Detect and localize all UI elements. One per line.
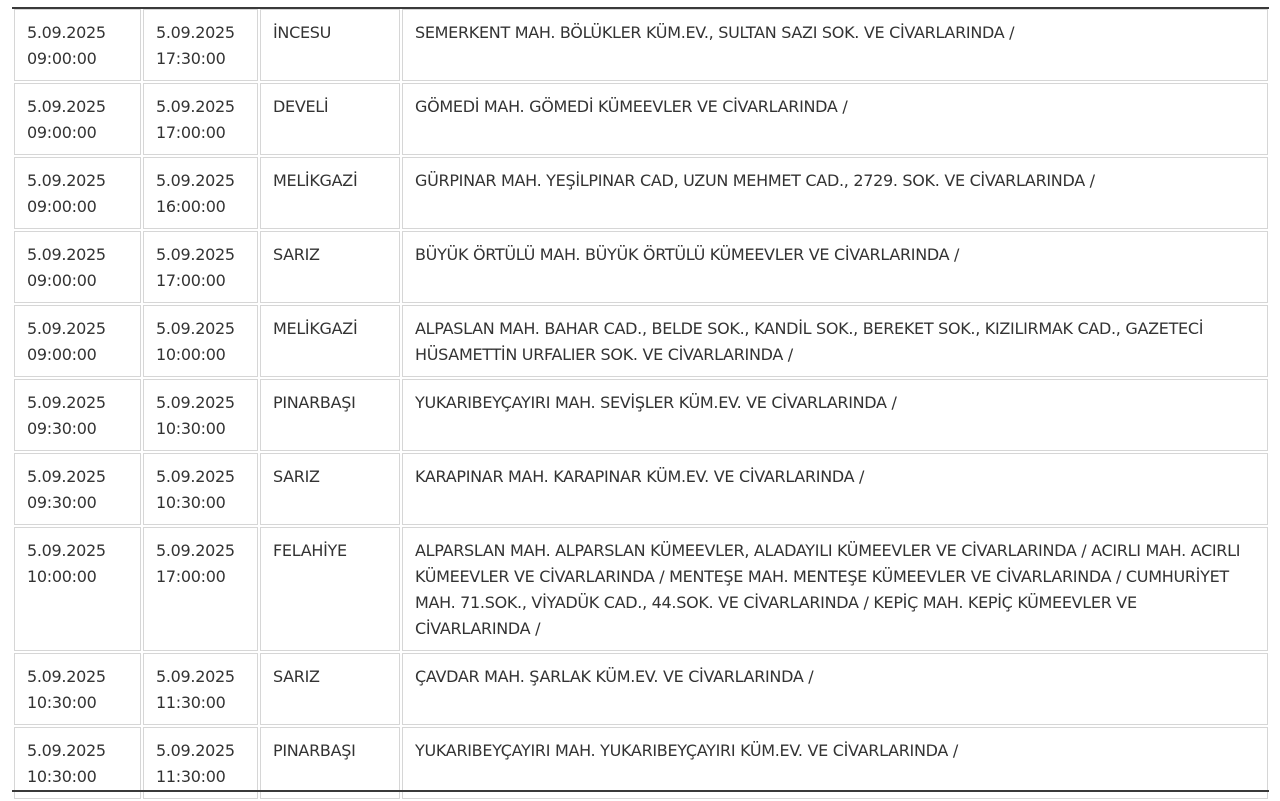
address-cell: [402, 305, 1268, 377]
start-date: 5.09.2025: [27, 667, 106, 686]
start-datetime-cell: [14, 83, 141, 155]
address-cell: [402, 527, 1268, 651]
start-time: 09:00:00: [27, 49, 97, 68]
address-cell: [402, 83, 1268, 155]
address-text: GÖMEDİ MAH. GÖMEDİ KÜMEEVLER VE CİVARLARINDA /: [415, 97, 848, 116]
address-text: BÜYÜK ÖRTÜLÜ MAH. BÜYÜK ÖRTÜLÜ KÜMEEVLER VE CİVARLARINDA /: [415, 245, 960, 264]
address-text: YUKARIBEYÇAYIRI MAH. SEVİŞLER KÜM.EV. VE CİVARLARINDA /: [415, 393, 897, 412]
start-time: 09:30:00: [27, 493, 97, 512]
start-date: 5.09.2025: [27, 23, 106, 42]
start-date: 5.09.2025: [27, 245, 106, 264]
start-date: 5.09.2025: [27, 319, 106, 338]
table-row: [14, 379, 1268, 451]
end-date: 5.09.2025: [156, 741, 235, 760]
address-cell: [402, 9, 1268, 81]
table-row: [14, 527, 1268, 651]
start-time: 09:00:00: [27, 345, 97, 364]
district-cell: [260, 83, 400, 155]
start-date: 5.09.2025: [27, 393, 106, 412]
start-time: 09:30:00: [27, 419, 97, 438]
start-datetime-cell: [14, 9, 141, 81]
end-time: 10:30:00: [156, 493, 226, 512]
district-cell: [260, 379, 400, 451]
power-outage-table: [12, 7, 1270, 801]
district-name: SARIZ: [273, 667, 320, 686]
end-datetime-cell: [143, 527, 258, 651]
start-time: 10:30:00: [27, 767, 97, 786]
end-time: 16:00:00: [156, 197, 226, 216]
end-date: 5.09.2025: [156, 97, 235, 116]
address-text: YUKARIBEYÇAYIRI MAH. YUKARIBEYÇAYIRI KÜM.EV. VE CİVARLARINDA /: [415, 741, 958, 760]
table-row: [14, 453, 1268, 525]
start-datetime-cell: [14, 231, 141, 303]
start-time: 10:30:00: [27, 693, 97, 712]
district-name: PINARBAŞI: [273, 741, 356, 760]
address-text: GÜRPINAR MAH. YEŞİLPINAR CAD, UZUN MEHMET CAD., 2729. SOK. VE CİVARLARINDA /: [415, 171, 1095, 190]
end-time: 11:30:00: [156, 693, 226, 712]
district-name: FELAHİYE: [273, 541, 347, 560]
end-date: 5.09.2025: [156, 667, 235, 686]
end-date: 5.09.2025: [156, 467, 235, 486]
address-text: ALPARSLAN MAH. ALPARSLAN KÜMEEVLER, ALADAYILI KÜMEEVLER VE CİVARLARINDA / ACIRLI MAH. ACIRLI KÜMEEVLER VE CİVARLARINDA / MENTEŞE MAH. MENTEŞE KÜMEEVLER VE CİVARLARINDA / CUMHURİYET MAH. 71.SOK., VİYADÜK CAD., 44.SOK. VE CİVARLARINDA / KEPİÇ MAH. KEPİÇ KÜMEEVLER VE CİVARLARINDA /: [415, 541, 1241, 638]
address-text: KARAPINAR MAH. KARAPINAR KÜM.EV. VE CİVARLARINDA /: [415, 467, 865, 486]
start-date: 5.09.2025: [27, 97, 106, 116]
address-cell: [402, 379, 1268, 451]
address-cell: [402, 653, 1268, 725]
end-time: 10:00:00: [156, 345, 226, 364]
end-date: 5.09.2025: [156, 245, 235, 264]
district-cell: [260, 453, 400, 525]
end-datetime-cell: [143, 83, 258, 155]
end-datetime-cell: [143, 157, 258, 229]
start-time: 09:00:00: [27, 123, 97, 142]
end-time: 17:00:00: [156, 271, 226, 290]
address-text: SEMERKENT MAH. BÖLÜKLER KÜM.EV., SULTAN SAZI SOK. VE CİVARLARINDA /: [415, 23, 1015, 42]
district-cell: [260, 157, 400, 229]
address-cell: [402, 453, 1268, 525]
start-datetime-cell: [14, 305, 141, 377]
table-row: [14, 305, 1268, 377]
district-name: SARIZ: [273, 245, 320, 264]
district-name: PINARBAŞI: [273, 393, 356, 412]
start-time: 10:00:00: [27, 567, 97, 586]
start-date: 5.09.2025: [27, 171, 106, 190]
district-name: DEVELİ: [273, 97, 329, 116]
end-datetime-cell: [143, 305, 258, 377]
start-datetime-cell: [14, 379, 141, 451]
start-datetime-cell: [14, 527, 141, 651]
district-name: İNCESU: [273, 23, 332, 42]
start-datetime-cell: [14, 727, 141, 799]
district-name: SARIZ: [273, 467, 320, 486]
address-cell: [402, 157, 1268, 229]
district-cell: [260, 9, 400, 81]
end-time: 17:00:00: [156, 123, 226, 142]
end-datetime-cell: [143, 453, 258, 525]
end-datetime-cell: [143, 727, 258, 799]
end-datetime-cell: [143, 9, 258, 81]
end-time: 11:30:00: [156, 767, 226, 786]
table-row: [14, 9, 1268, 81]
start-time: 09:00:00: [27, 197, 97, 216]
start-datetime-cell: [14, 157, 141, 229]
start-date: 5.09.2025: [27, 541, 106, 560]
table-row: [14, 727, 1268, 799]
end-date: 5.09.2025: [156, 23, 235, 42]
district-cell: [260, 653, 400, 725]
table-row: [14, 83, 1268, 155]
table-row: [14, 653, 1268, 725]
district-cell: [260, 231, 400, 303]
table-row: [14, 157, 1268, 229]
end-datetime-cell: [143, 653, 258, 725]
address-cell: [402, 231, 1268, 303]
start-datetime-cell: [14, 453, 141, 525]
district-name: MELİKGAZİ: [273, 171, 358, 190]
district-name: MELİKGAZİ: [273, 319, 358, 338]
end-time: 17:30:00: [156, 49, 226, 68]
end-date: 5.09.2025: [156, 171, 235, 190]
district-cell: [260, 727, 400, 799]
end-date: 5.09.2025: [156, 541, 235, 560]
address-text: ALPASLAN MAH. BAHAR CAD., BELDE SOK., KANDİL SOK., BEREKET SOK., KIZILIRMAK CAD., GAZETECİ HÜSAMETTİN URFALIER SOK. VE CİVARLARINDA /: [415, 319, 1204, 364]
end-datetime-cell: [143, 231, 258, 303]
address-text: ÇAVDAR MAH. ŞARLAK KÜM.EV. VE CİVARLARINDA /: [415, 667, 814, 686]
district-cell: [260, 305, 400, 377]
end-date: 5.09.2025: [156, 393, 235, 412]
district-cell: [260, 527, 400, 651]
end-date: 5.09.2025: [156, 319, 235, 338]
start-datetime-cell: [14, 653, 141, 725]
address-cell: [402, 727, 1268, 799]
table-bottom-border: [12, 790, 1269, 792]
start-date: 5.09.2025: [27, 467, 106, 486]
start-date: 5.09.2025: [27, 741, 106, 760]
start-time: 09:00:00: [27, 271, 97, 290]
table-row: [14, 231, 1268, 303]
end-time: 17:00:00: [156, 567, 226, 586]
end-time: 10:30:00: [156, 419, 226, 438]
end-datetime-cell: [143, 379, 258, 451]
